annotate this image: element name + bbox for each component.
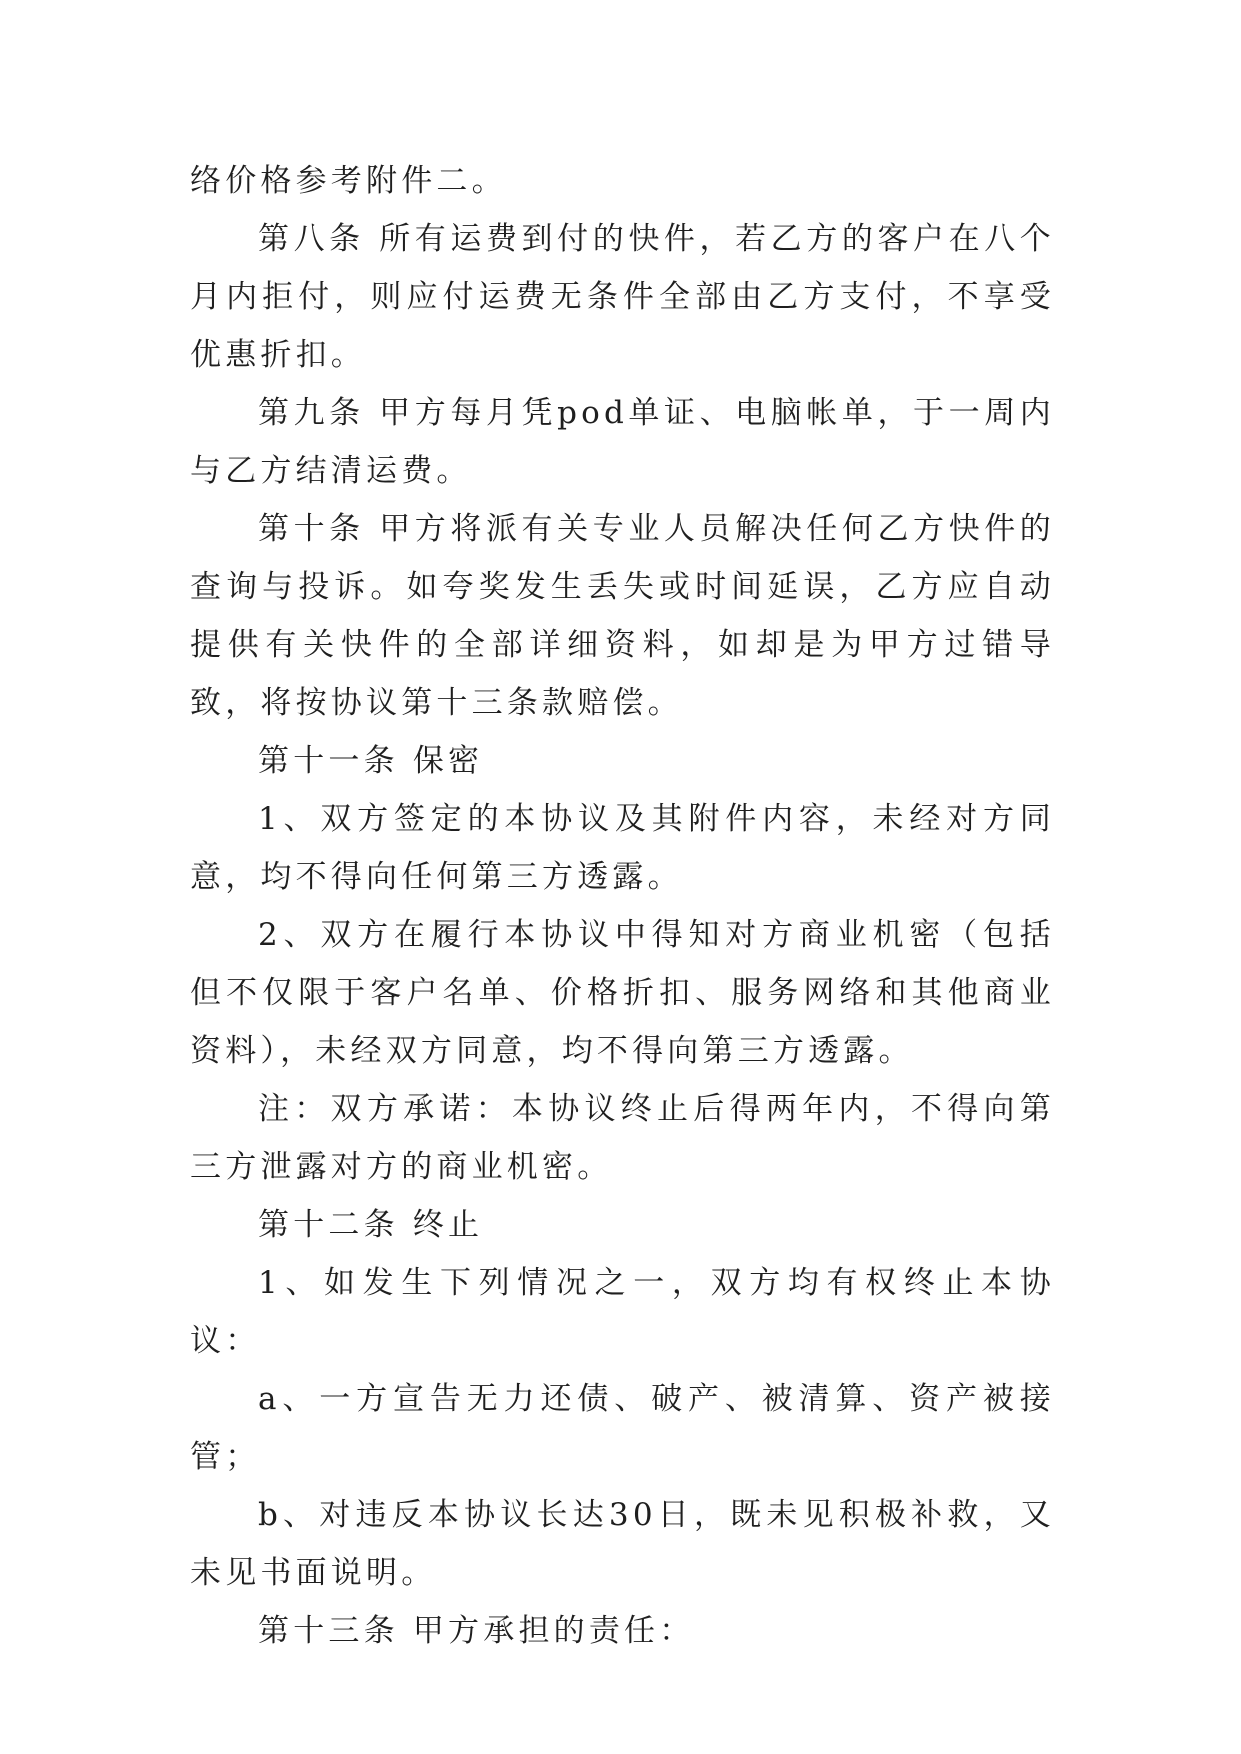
paragraph-article-8: 第八条 所有运费到付的快件，若乙方的客户在八个月内拒付，则应付运费无条件全部由乙方支付，不享受优惠折扣。 — [190, 221, 1055, 373]
paragraph-article-11-item-1: 1、双方签定的本协议及其附件内容，未经对方同意，均不得向任何第三方透露。 — [190, 801, 1055, 895]
paragraph-article-12-item-1: 1、如发生下列情况之一，双方均有权终止本协议： — [190, 1265, 1055, 1359]
paragraph-1: 络价格参考附件二。 — [190, 163, 507, 199]
document-page — [190, 152, 1055, 1660]
heading-article-13: 第十三条 甲方承担的责任： — [258, 1613, 695, 1649]
paragraph-article-12-item-a: a、一方宣告无力还债、破产、被清算、资产被接管； — [190, 1381, 1055, 1475]
paragraph-note: 注：双方承诺：本协议终止后得两年内，不得向第三方泄露对方的商业机密。 — [190, 1091, 1055, 1185]
heading-article-12: 第十二条 终止 — [258, 1207, 484, 1243]
paragraph-article-9: 第九条 甲方每月凭pod单证、电脑帐单，于一周内与乙方结清运费。 — [190, 395, 1055, 489]
paragraph-article-11-item-2: 2、双方在履行本协议中得知对方商业机密（包括但不仅限于客户名单、价格折扣、服务网络和其他商业资料），未经双方同意，均不得向第三方透露。 — [190, 917, 1055, 1069]
paragraph-article-10: 第十条 甲方将派有关专业人员解决任何乙方快件的查询与投诉。如夸奖发生丢失或时间延误，乙方应自动提供有关快件的全部详细资料，如却是为甲方过错导致，将按协议第十三条款赔偿。 — [190, 511, 1055, 721]
heading-article-11: 第十一条 保密 — [258, 743, 484, 779]
paragraph-article-12-item-b: b、对违反本协议长达30日，既未见积极补救，又未见书面说明。 — [190, 1497, 1055, 1591]
